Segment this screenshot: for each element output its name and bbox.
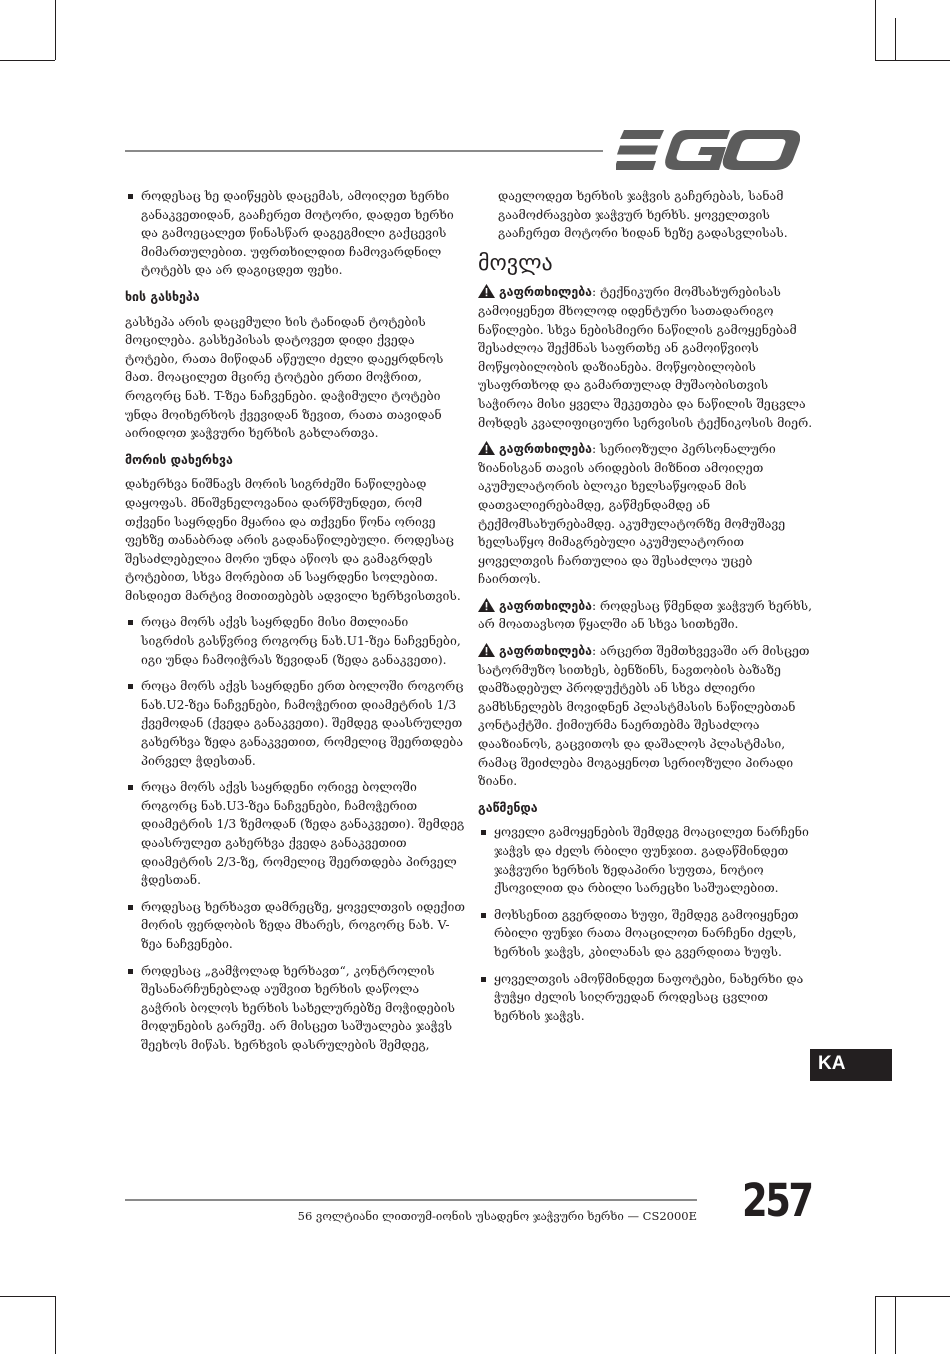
warning-triangle-icon bbox=[478, 441, 495, 455]
section-heading-cleaning: გაწმენდა bbox=[478, 799, 538, 815]
crop-mark bbox=[895, 1296, 896, 1354]
list-item: როდესაც ხე დაიწყებს დაცემას, ამოიღეთ ხერხი განაკვეთიდან, გააჩერეთ მოტორი, დადეთ ხერხი და გამოეცალეთ წინასწარ დაგეგმილი გაქცევის მიმართულებით. უფრთხილდით ჩამოვარდნილ ტოტებს და არ დაგიცდეთ ფეხი. bbox=[125, 187, 465, 280]
warning-block: გაფრთხილება: სერიოზული პერსონალური ზიანისგან თავის არიდების მიზნით ამოიღეთ აკუმულატორის ბლოკი ხელსაწყოდან მის დათვალიერებამდე, გაწმენდამდე ან ტექმომსახურებამდე. აკუმულატორზე მომუშავე ხელსაწყო მიმაგრებული აკუმულატორით ყოველთვის ჩართულია და შესაძლოა უცებ ჩაირთოს. bbox=[478, 442, 786, 587]
language-code: KA bbox=[818, 1053, 846, 1074]
maintenance-heading: მოვლა bbox=[478, 250, 553, 276]
warning-block: გაფრთხილება: ტექნიკური მომსახურებისას გამოიყენეთ მხოლოდ იდენტური სათადარიგო ნაწილები. სხვა ნებისმიერი ნაწილის გამოყენებამ შესაძლოა შექმნას საფრთხე ან გამოიწვიოს მოწყობილობის დაზიანება. მოწყობილობის უსაფრთხოდ და გამართულად მუშაობისთვის საჭიროა მისი ყველა შეკეთება და ნაწილის შეცვლა მოხდეს კვალიფიციური სერვისის ტექნიკოსის მიერ. bbox=[478, 285, 813, 430]
warning-label: გაფრთხილება bbox=[499, 285, 592, 300]
warning-label: გაფრთხილება bbox=[499, 644, 592, 659]
warning-text: როდესაც წმენდთ ჯაჭვურ ხერხს, არ მოათავსოთ წყალში ან სხვა სითხეში. bbox=[478, 598, 812, 632]
list-item: როცა მორს აქვს საყრდენი ერთ ბოლოში როგორც ნახ.U2-ზეა ნაჩვენები, ჩამოჭერით დიამეტრის 1/3 ქვემოდან (ქვედა განაკვეთი). შემდეგ დაასრულეთ გახერხვა ზედა განაკვეთით, რომელიც შეერთდება პირველ ჭდესთან. bbox=[125, 677, 465, 770]
crop-mark bbox=[895, 18, 896, 60]
left-column bbox=[125, 187, 465, 1063]
warning-text: ტექნიკური მომსახურებისას გამოიყენეთ მხოლოდ იდენტური სათადარიგო ნაწილები. სხვა ნებისმიერი ნაწილის გამოყენებამ შესაძლოა შექმნას საფრთხე ან გამოიწვიოს მოწყობილობის დაზიანება. მოწყობილობის უსაფრთხოდ და გამართულად მუშაობისთვის საჭიროა მისი ყველა შეკეთება და ნაწილის შეცვლა მოხდეს კვალიფიციური სერვისის ტექნიკოსის მიერ. bbox=[478, 285, 813, 430]
section-heading-limbing: ხის გასხეპა bbox=[125, 288, 200, 304]
paragraph-limbing: გასხეპა არის დაცემული ხის ტანიდან ტოტების მოცილება. გასხეპისას დატოვეთ დიდი ქვედა ტოტები, რათა მიწიდან აწეული ძელი დაეყრდნოს მათ. მოაცილეთ მცირე ტოტები ერთი მოჭრით, როგორც ნახ. T-ზეა ნაჩვენები. დაჭიმული ტოტები უნდა მოიხერხოს ქვევიდან ზევით, რათა თავიდან აირიდოთ ჯაჭვური ხერხის გახლართვა. bbox=[125, 314, 444, 441]
continuation-paragraph: დაელოდეთ ხერხის ჯაჭვის გაჩერებას, სანამ გაამოძრავებთ ჯაჭვურ ხერხს. ყოველთვის გააჩერეთ მოტორი ხიდან ხეზე გადასვლისას. bbox=[498, 189, 788, 241]
crop-mark bbox=[875, 0, 876, 60]
ego-logo bbox=[616, 130, 800, 170]
crop-mark bbox=[875, 1296, 950, 1297]
list-item: ყოველთვის ამოწმინდეთ ნაფოტები, ნახერხი და ჭუჭყი ძელის სიღრუედან როდესაც ცვლით ხერხის ჯაჭვს. bbox=[478, 970, 818, 1026]
warning-triangle-icon bbox=[478, 284, 495, 298]
page-number: 257 bbox=[742, 1174, 812, 1227]
crop-mark bbox=[0, 60, 55, 61]
warning-label: გაფრთხილება bbox=[499, 442, 592, 457]
warning-label: გაფრთხილება bbox=[499, 598, 592, 613]
list-item: როცა მორს აქვს საყრდენი ორივე ბოლოში როგორც ნახ.U3-ზეა ნაჩვენები, ჩამოჭერით დიამეტრის 1/3 ზემოდან (ზედა განაკვეთი). შემდეგ დაასრულეთ გახერხვა ქვედა განაკვეთით დიამეტრის 2/3-ზე, რომელიც შეერთდება პირველ ჭდესთან. bbox=[125, 778, 465, 890]
list-item: ყოველი გამოყენების შემდეგ მოაცილეთ ნარჩენი ჯაჭვს და ძელს რბილი ფუნჯით. გადაწმინდეთ ჯაჭვური ხერხის ზედაპირი სუფთა, ნოტიო ქსოვილით და რბილი სარეცხი საშუალებით. bbox=[478, 823, 818, 897]
crop-mark bbox=[55, 0, 56, 60]
crop-mark bbox=[875, 60, 950, 61]
bucking-bullet-list bbox=[125, 613, 465, 1054]
crop-mark bbox=[0, 1296, 55, 1297]
list-item: მოხსენით გვერდითა ხუფი, შემდეგ გამოიყენეთ რბილი ფუნჯი რათა მოაცილოთ ნარჩენი ძელს, ხერხის ჯაჭვს, კბილანას და გვერდითა ხუფს. bbox=[478, 906, 818, 962]
crop-mark bbox=[875, 1296, 876, 1354]
list-item: როდესაც „გამჭოლად ხერხავთ“, კონტროლის შესანარჩუნებლად აუშვით ხერხის დაწოლა გაჭრის ბოლოს ხერხის სახელურებზე მოჭიდების მოდუნების გარეშე. არ მისცეთ საშუალება ჯაჭვს შეეხოს მიწას. ხერხვის დასრულების შემდეგ, bbox=[125, 962, 465, 1055]
warning-triangle-icon bbox=[478, 643, 495, 657]
intro-bullet-list bbox=[125, 187, 465, 280]
list-item: როდესაც ხერხავთ დამრეცზე, ყოველთვის იდექით მორის ფერდობის ზედა მხარეს, როგორც ნახ. V-ზეა ნაჩვენები. bbox=[125, 898, 465, 954]
section-heading-bucking: მორის დახერხვა bbox=[125, 451, 233, 467]
cleaning-bullet-list bbox=[478, 823, 818, 1025]
footer-product-text: 56 ვოლტიანი ლითიუმ-იონის უსადენო ჯაჭვური ხერხი — CS2000E bbox=[297, 1209, 697, 1223]
right-column bbox=[478, 187, 818, 1033]
crop-mark bbox=[55, 1296, 56, 1354]
warning-block: გაფრთხილება: არცერთ შემთხვევაში არ მისცეთ სატორმუზო სითხეს, ბენზინს, ნავთობის ბაზაზე დამზადებულ პროდუქტებს ან სხვა ძლიერი გამხსნელებს მოვიდნენ პლასტმასის ნაწილებთან კონტაქტში. ქიმიურმა ნაერთებმა შესაძლოა დააზიანოს, გაცვითოს და დაშალოს პლასტმასი, რამაც შეიძლება მოგაყენოთ სერიოზული პირადი ზიანი. bbox=[478, 644, 810, 789]
warning-triangle-icon bbox=[478, 598, 495, 612]
footer-rule bbox=[125, 1199, 697, 1201]
warning-block: გაფრთხილება: როდესაც წმენდთ ჯაჭვურ ხერხს, არ მოათავსოთ წყალში ან სხვა სითხეში. bbox=[478, 598, 812, 632]
warning-text: სერიოზული პერსონალური ზიანისგან თავის არიდების მიზნით ამოიღეთ აკუმულატორის ბლოკი ხელსაწყოდან მის დათვალიერებამდე, გაწმენდამდე ან ტექმომსახურებამდე. აკუმულატორზე მომუშავე ხელსაწყო მიმაგრებული აკუმულატორით ყოველთვის ჩართულია და შესაძლოა უცებ ჩაირთოს. bbox=[478, 442, 786, 587]
paragraph-bucking: დახერხვა ნიშნავს მორის სიგრძეში ნაწილებად დაყოფას. მნიშვნელოვანია დარწმუნდეთ, რომ თქვენი საყრდენი მყარია და თქვენი წონა ორივე ფეხზე თანაბრად არის გადანაწილებული. როდესაც შესაძლებელია მორი უნდა აწიოს და გამაგრდეს ტოტებით, სხვა მორებით ან საყრდენი სოლებით. მისდიეთ მარტივ მითითებებს ადვილი ხერხვისთვის. bbox=[125, 477, 461, 603]
list-item: როცა მორს აქვს საყრდენი მისი მთლიანი სიგრძის გასწვრივ როგორც ნახ.U1-ზეა ნაჩვენები, იგი უნდა ჩამოიჭრას ზევიდან (ზედა განაკვეთი). bbox=[125, 613, 465, 669]
language-tab bbox=[810, 1049, 892, 1081]
header-rule bbox=[125, 150, 603, 152]
warning-text: არცერთ შემთხვევაში არ მისცეთ სატორმუზო სითხეს, ბენზინს, ნავთობის ბაზაზე დამზადებულ პროდუქტებს ან სხვა ძლიერი გამხსნელებს მოვიდნენ პლასტმასის ნაწილებთან კონტაქტში. ქიმიურმა ნაერთებმა შესაძლოა დააზიანოს, გაცვითოს და დაშალოს პლასტმასი, რამაც შეიძლება მოგაყენოთ სერიოზული პირადი ზიანი. bbox=[478, 644, 810, 789]
